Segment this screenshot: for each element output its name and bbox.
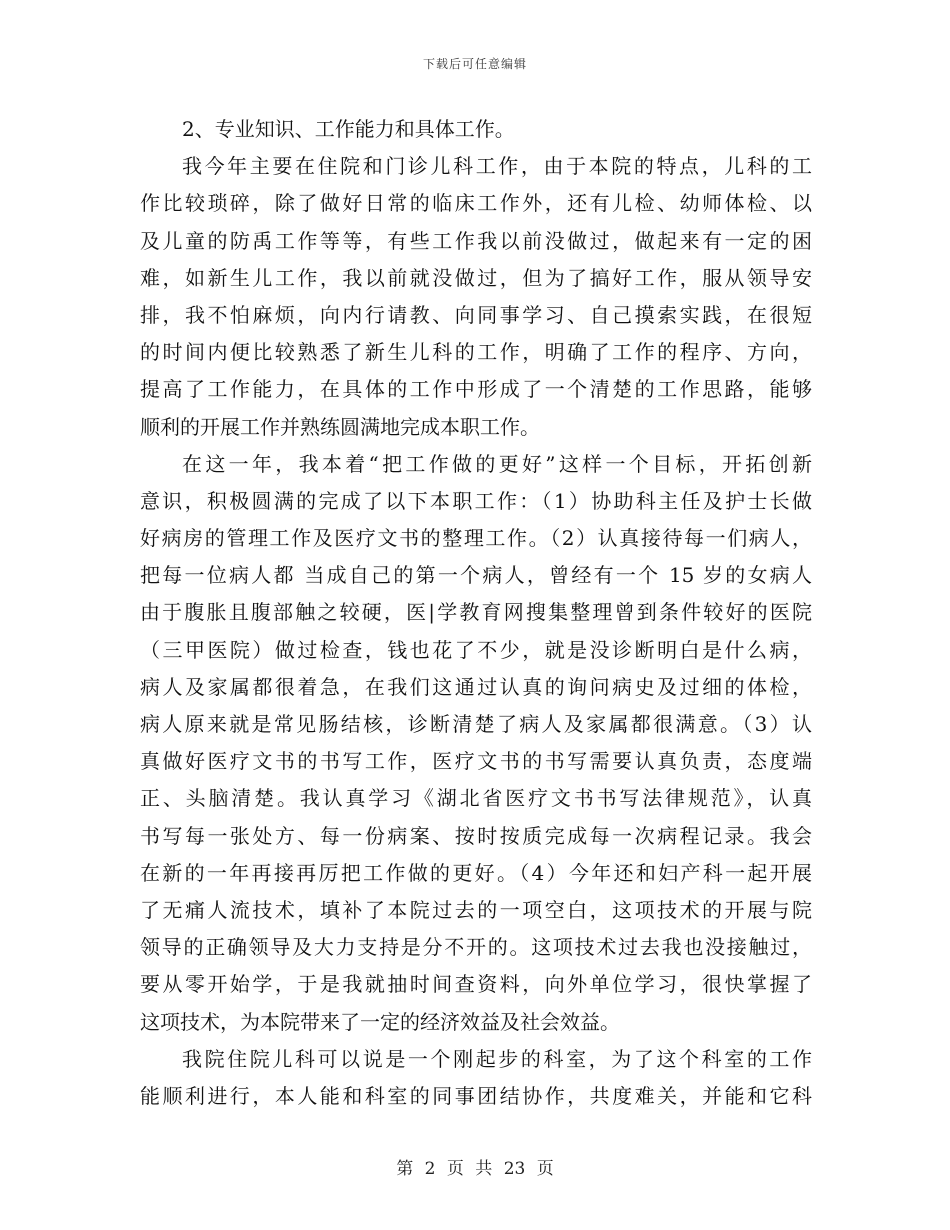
text-line: 这项技术，为本院带来了一定的经济效益及社会效益。 <box>140 1009 620 1034</box>
text-line: （三甲医院）做过检查，钱也花了不少，就是没诊断明白是什么病， <box>140 637 812 662</box>
text-line: 顺利的开展工作并熟练圆满地完成本职工作。 <box>140 414 540 439</box>
text-line: 书写每一张处方、每一份病案、按时按质完成每一次病程记录。我会 <box>140 823 812 848</box>
text-line: 能顺利进行，本人能和科室的同事团结协作，共度难关，并能和它科 <box>140 1083 812 1108</box>
text-line: 在新的一年再接再厉把工作做的更好。（4）今年还和妇产科一起开展 <box>140 860 812 885</box>
page-number-footer: 第 2 页 共 23 页 <box>396 1159 554 1179</box>
text-line: 难，如新生儿工作，我以前就没做过，但为了搞好工作，服从领导安 <box>140 265 812 290</box>
text-line: 正、头脑清楚。我认真学习《湖北省医疗文书书写法律规范》，认真 <box>140 786 812 811</box>
text-line: 提高了工作能力，在具体的工作中形成了一个清楚的工作思路，能够 <box>140 377 812 402</box>
document-body <box>140 111 812 1115</box>
text-line: 真做好医疗文书的书写工作，医疗文书的书写需要认真负责，态度端 <box>140 749 812 774</box>
text-line: 病人原来就是常见肠结核，诊断清楚了病人及家属都很满意。（3）认 <box>140 712 812 736</box>
text-line: 领导的正确领导及大力支持是分不开的。这项技术过去我也没接触过， <box>140 935 812 960</box>
text-line: 及儿童的防禹工作等等，有些工作我以前没做过，做起来有一定的困 <box>140 228 812 253</box>
text-line: 作比较琐碎，除了做好日常的临床工作外，还有儿检、幼师体检、以 <box>140 191 812 216</box>
page-header: 下载后可任意编辑 <box>422 57 527 71</box>
text-line: 要从零开始学，于是我就抽时间查资料，向外单位学习，很快掌握了 <box>140 972 812 997</box>
text-line: 意识，积极圆满的完成了以下本职工作：（1）协助科主任及护士长做 <box>140 488 812 513</box>
text-line: 把每一位病人都 当成自己的第一个病人，曾经有一个 15 岁的女病人 <box>140 563 812 588</box>
text-line: 好病房的管理工作及医疗文书的整理工作。（2）认真接待每一们病人， <box>140 526 812 551</box>
text-line: 2、专业知识、工作能力和具体工作。 <box>182 117 515 141</box>
text-line: 由于腹胀且腹部触之较硬，医|学教育网搜集整理曾到条件较好的医院 <box>140 600 812 625</box>
text-line: 我今年主要在住院和门诊儿科工作，由于本院的特点，儿科的工 <box>182 154 812 179</box>
text-line: 在这一年，我本着“把工作做的更好”这样一个目标，开拓创新 <box>182 451 812 476</box>
text-line: 我院住院儿科可以说是一个刚起步的科室，为了这个科室的工作 <box>182 1046 812 1071</box>
text-line: 了无痛人流技术，填补了本院过去的一项空白，这项技术的开展与院 <box>140 897 812 922</box>
text-line: 病人及家属都很着急，在我们这通过认真的询问病史及过细的体检， <box>140 674 812 699</box>
text-line: 排，我不怕麻烦，向内行请教、向同事学习、自己摸索实践，在很短 <box>140 302 812 327</box>
text-line: 的时间内便比较熟悉了新生儿科的工作，明确了工作的程序、方向， <box>140 340 812 365</box>
